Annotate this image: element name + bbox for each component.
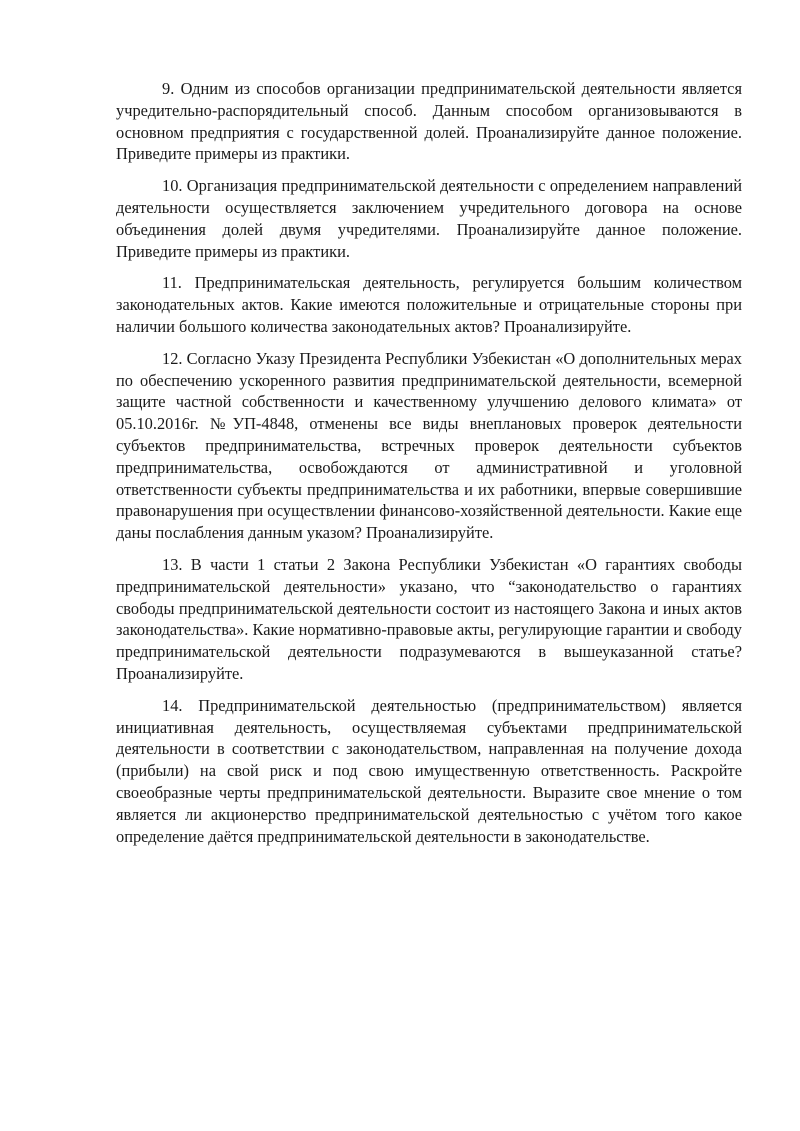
document-page xyxy=(116,78,742,857)
question-12-paragraph: 12. Согласно Указу Президента Республики Узбекистан «О дополнительных мерах по обеспечению ускоренного развития предпринимательской деятельности, всемерной защите частной собственности и качественному улучшению делового климата» от 05.10.2016г. №УП-4848, отменены все виды внеплановых проверок деятельности субъектов предпринимательства, встречных проверок деятельности субъектов предпринимательства, освобождаются от административной и уголовной ответственности субъекты предпринимательства и их работники, впервые совершившие правонарушения при осуществлении финансово-хозяйственной деятельности. Какие еще даны послабления данным указом? Проанализируйте. xyxy=(116,348,742,543)
question-11-paragraph: 11. Предпринимательская деятельность, регулируется большим количеством законодательных актов. Какие имеются положительные и отрицательные стороны при наличии большого количества законодательных актов? Проанализируйте. xyxy=(116,273,742,336)
question-13-paragraph: 13. В части 1 статьи 2 Закона Республики Узбекистан «О гарантиях свободы предпринимательской деятельности» указано, что “законодательство о гарантиях свободы предпринимательской деятельности состоит из настоящего Закона и иных актов законодательства». Какие нормативно-правовые акты, регулирующие гарантии и свободу предпринимательской деятельности подразумеваются в вышеуказанной статье? Проанализируйте. xyxy=(116,554,742,683)
question-9-paragraph: 9. Одним из способов организации предпринимательской деятельности является учредительно-распорядительный способ. Данным способом организовываются в основном предприятия с государственной долей. Проанализируйте данное положение. Приведите примеры из практики. xyxy=(116,79,742,164)
question-14-paragraph: 14. Предпринимательской деятельностью (предпринимательством) является инициативная деятельность, осуществляемая субъектами предпринимательской деятельности в соответствии с законодательством, направленная на получение дохода (прибыли) на свой риск и под свою имущественную ответственность. Раскройте своеобразные черты предпринимательской деятельности. Выразите свое мнение о том является ли акционерство предпринимательской деятельностью с учётом того какое определение даётся предпринимательской деятельности в законодательстве. xyxy=(116,695,742,846)
question-10-paragraph: 10. Организация предпринимательской деятельности с определением направлений деятельности осуществляется заключением учредительного договора на основе объединения долей двумя учредителями. Проанализируйте данное положение. Приведите примеры из практики. xyxy=(116,176,742,261)
